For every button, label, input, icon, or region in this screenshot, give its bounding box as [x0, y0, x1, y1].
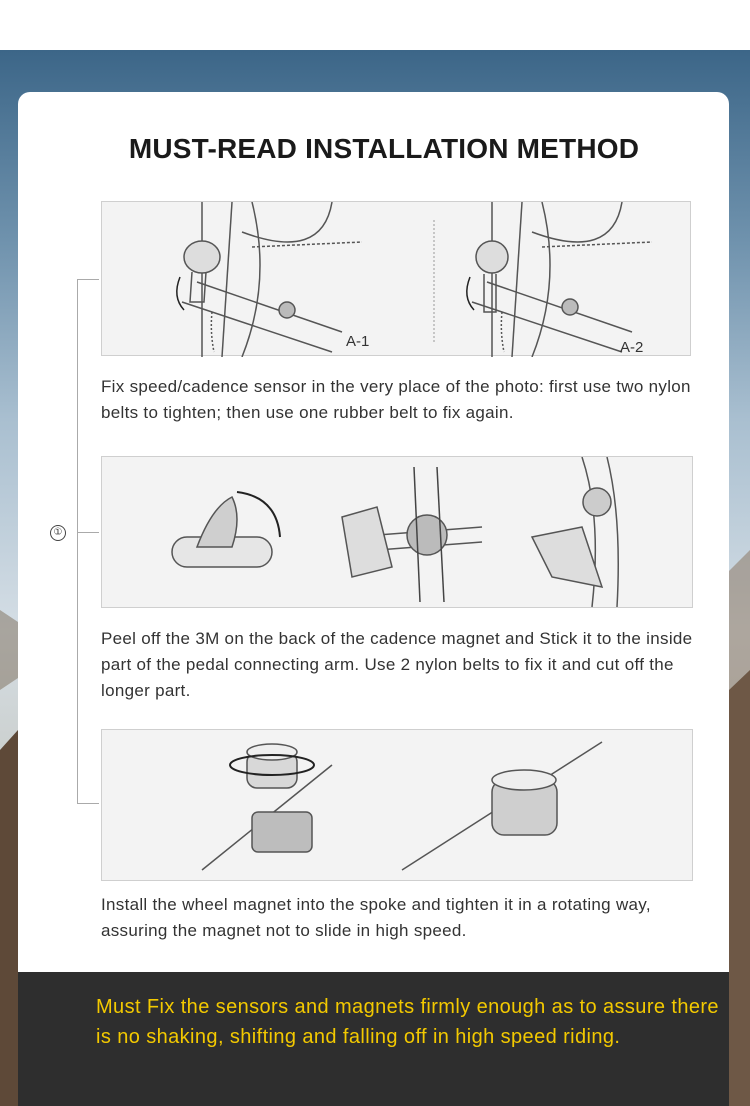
label-a2: A-2 [620, 339, 644, 356]
sensor-install-description: Fix speed/cadence sensor in the very place of the photo: first use two nylon belts to tighten; then use one rubber belt to fix again. [101, 377, 691, 422]
step-bracket [77, 279, 99, 804]
sensor-install-figure [101, 201, 691, 356]
step-number-badge: ① [50, 525, 66, 541]
step-bracket-connector [77, 532, 99, 533]
wheel-magnet-figure [101, 729, 693, 881]
wheel-magnet-illustration [102, 730, 694, 882]
sensor-illustration [102, 202, 692, 357]
cadence-magnet-description: Peel off the 3M on the back of the cadence magnet and Stick it to the inside part of the pedal connecting arm. Use 2 nylon belts to fix it and cut off the longer part. [101, 629, 693, 700]
page-title: MUST-READ INSTALLATION METHOD [128, 133, 640, 164]
top-margin [0, 0, 750, 50]
cadence-magnet-figure [101, 456, 693, 608]
cadence-magnet-illustration [102, 457, 694, 609]
label-a1: A-1 [346, 333, 370, 350]
wheel-magnet-description: Install the wheel magnet into the spoke and tighten it in a rotating way, assuring the magnet not to slide in high speed. [101, 895, 651, 940]
warning-note: Must Fix the sensors and magnets firmly enough as to assure there is no shaking, shifting and falling off in high speed riding. [96, 996, 719, 1048]
